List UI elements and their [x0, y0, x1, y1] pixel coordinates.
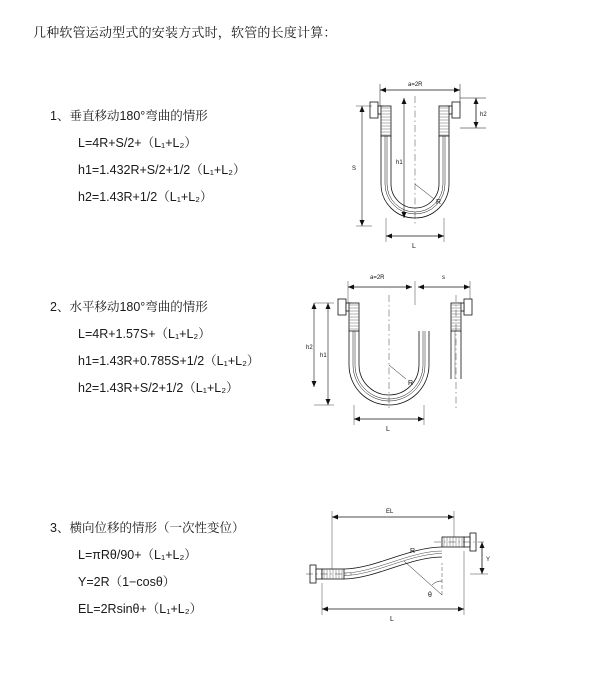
svg-text:R: R: [410, 548, 416, 555]
svg-text:a=2R: a=2R: [370, 275, 385, 281]
section-2-text: [50, 297, 310, 396]
lateral-offset-diagram: [292, 503, 497, 633]
svg-text:R: R: [408, 380, 414, 387]
page-title: 几种软管运动型式的安装方式时，软管的长度计算：: [33, 25, 337, 40]
svg-text:S: S: [352, 166, 357, 172]
section-2-formula-3: h2=1.43R+S/2+1/2（L₁+L₂）: [78, 381, 239, 395]
section-3-formula-3: EL=2Rsinθ+（L₁+L₂）: [78, 602, 203, 616]
section-1-formula-2: h1=1.432R+S/2+1/2（L₁+L₂）: [78, 163, 246, 177]
section-1-text: [50, 106, 310, 205]
svg-text:L: L: [390, 616, 394, 623]
svg-text:h2: h2: [306, 345, 313, 351]
svg-text:h1: h1: [396, 160, 403, 166]
section-3-text: [50, 518, 310, 617]
section-1-formula-3: h2=1.43R+1/2（L₁+L₂）: [78, 190, 213, 204]
section-2-formula-2: h1=1.43R+0.785S+1/2（L₁+L₂）: [78, 354, 260, 368]
section-2-formula-1: L=4R+1.57S+（L₁+L₂）: [78, 327, 211, 341]
section-3-heading: 3、横向位移的情形（一次性变位）: [50, 521, 245, 535]
svg-text:s: s: [442, 275, 445, 281]
svg-text:L: L: [412, 243, 416, 250]
section-1-formula-1: L=4R+S/2+（L₁+L₂）: [78, 136, 197, 150]
section-3-formula-2: Y=2R（1−cosθ）: [78, 575, 176, 589]
section-2-heading: 2、水平移动180°弯曲的情形: [50, 300, 208, 314]
svg-text:L: L: [386, 426, 390, 433]
vertical-180-bend-diagram: [300, 76, 500, 271]
svg-text:R: R: [436, 199, 442, 206]
svg-text:h2: h2: [480, 112, 487, 118]
svg-text:Y: Y: [486, 557, 491, 563]
svg-text:θ: θ: [428, 592, 432, 599]
svg-text:EL: EL: [386, 509, 394, 515]
svg-text:h1: h1: [320, 353, 327, 359]
section-3-formula-1: L=πRθ/90+（L₁+L₂）: [78, 548, 197, 562]
horizontal-180-bend-diagram: [300, 269, 500, 449]
section-1-heading: 1、垂直移动180°弯曲的情形: [50, 109, 208, 123]
label-top-dim: a=2R: [408, 82, 423, 88]
